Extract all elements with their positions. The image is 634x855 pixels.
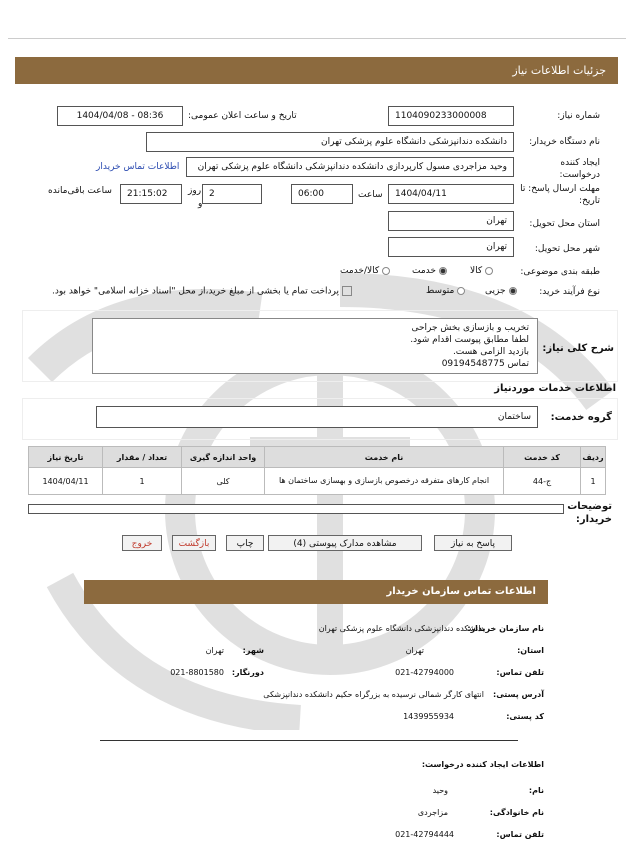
contact-postal-value: 1439955934 (403, 712, 454, 721)
purchase-type-label: نوع فرآیند خرید: (539, 287, 600, 297)
service-group-label: گروه خدمت: (550, 412, 612, 423)
contact-province-label: استان: (517, 646, 544, 655)
contact-city-label: شهر: (242, 646, 264, 655)
table-header-row (29, 447, 606, 468)
announce-date-label: تاریخ و ساعت اعلان عمومی: (188, 111, 297, 121)
contact-fax-value: 021-8801580 (170, 668, 224, 677)
purchase-option-minor[interactable]: جزیی (485, 286, 517, 296)
cell-service-code: ج-44 (504, 468, 581, 495)
contact-province-value: تهران (405, 646, 424, 655)
province-label: استان محل تحویل: (529, 219, 600, 229)
announce-date-field: 1404/04/08 - 08:36 (57, 106, 183, 126)
category-label: طبقه بندی موضوعی: (520, 267, 600, 277)
contact-address-value: انتهای کارگر شمالی نرسیده به بزرگراه حکیم دانشکده دندانپزشکی (263, 690, 484, 699)
creator-family-value: مزاجردی (417, 808, 448, 817)
contact-org-label: نام سازمان خریدار: (467, 624, 544, 633)
checkbox-icon (342, 286, 352, 296)
contact-section-title: اطلاعات تماس سازمان خریدار (84, 580, 548, 604)
contact-address-label: آدرس پستی: (493, 690, 544, 699)
back-button[interactable]: بازگشت (172, 535, 216, 551)
service-group-field: ساختمان (96, 406, 538, 428)
contact-org-value: دانشکده دندانپزشکی دانشگاه علوم پزشکی تهران (318, 624, 484, 633)
purchase-option-medium[interactable]: متوسط (426, 286, 465, 296)
reply-button[interactable]: پاسخ به نیاز (434, 535, 512, 551)
radio-goods-icon (485, 267, 493, 275)
col-row-number: ردیف (581, 447, 606, 468)
cell-unit: کلی (182, 468, 265, 495)
treasury-payment-option[interactable]: پرداخت تمام یا بخشی از مبلغ خرید،از محل "اسناد خزانه اسلامی" خواهد بود. (52, 286, 352, 297)
cell-row-number: 1 (581, 468, 606, 495)
services-info-title: اطلاعات خدمات موردنیاز (494, 383, 616, 394)
deadline-label: مهلت ارسال پاسخ: تا تاریخ: (520, 184, 600, 206)
cell-service-name: انجام کارهای متفرقه درخصوص بازسازی و بهسازی ساختمان ها (265, 468, 504, 495)
creator-phone-label: تلفن تماس: (496, 830, 544, 839)
buyer-contact-link[interactable]: اطلاعات تماس خریدار (96, 162, 180, 172)
category-option-service[interactable]: خدمت (412, 266, 447, 276)
print-button[interactable]: چاپ (226, 535, 264, 551)
radio-both-icon (382, 267, 390, 275)
contact-postal-label: کد پستی: (506, 712, 544, 721)
radio-minor-icon (509, 287, 517, 295)
contact-phone-label: تلفن تماس: (496, 668, 544, 677)
description-line: لطفا مطابق پیوست اقدام شود. (410, 335, 529, 345)
and-label: و (198, 199, 203, 209)
category-option-both[interactable]: کالا/خدمت (340, 266, 390, 276)
view-documents-button[interactable]: مشاهده مدارک پیوستی (4) (268, 535, 422, 551)
exit-button[interactable]: خروج (122, 535, 162, 551)
creator-name-label: نام: (528, 786, 544, 795)
col-need-date: تاریخ نیاز (29, 447, 103, 468)
description-box (92, 318, 538, 374)
city-label: شهر محل تحویل: (534, 244, 600, 254)
creator-label: ایجاد کننده درخواست: (559, 158, 600, 180)
page-title: جزئیات اطلاعات نیاز (15, 57, 618, 84)
contact-fax-label: دورنگار: (231, 668, 264, 677)
category-option-goods[interactable]: کالا (470, 266, 493, 276)
creator-family-label: نام خانوادگی: (489, 808, 544, 817)
col-service-code: کد خدمت (504, 447, 581, 468)
buyer-notes-label: توضیحات خریدار: (567, 501, 612, 525)
creator-info-title: اطلاعات ایجاد کننده درخواست: (421, 760, 544, 769)
deadline-date-field: 1404/04/11 (388, 184, 514, 204)
remaining-field: 21:15:02 (120, 184, 182, 204)
description-line: تخریب و بازسازی بخش جراحی (411, 323, 529, 333)
need-number-field: 1104090233000008 (388, 106, 514, 126)
table-row (29, 468, 606, 495)
radio-medium-icon (457, 287, 465, 295)
buyer-notes-box (28, 504, 564, 514)
description-line: بازدید الزامی هست. (452, 347, 529, 357)
province-field: تهران (388, 211, 514, 231)
city-field: تهران (388, 237, 514, 257)
cell-need-date: 1404/04/11 (29, 468, 103, 495)
days-field: 2 (202, 184, 262, 204)
contact-phone-value: 021-42794000 (395, 668, 454, 677)
col-service-name: نام خدمت (265, 447, 504, 468)
day-label: روز (188, 186, 202, 196)
creator-field: وحید مزاجردی مسول کارپردازی دانشکده دندانپزشکی دانشگاه علوم پزشکی تهران (186, 157, 514, 177)
remaining-label: ساعت باقی‌مانده (48, 186, 112, 196)
deadline-time-label: ساعت (358, 190, 383, 200)
cell-quantity: 1 (103, 468, 182, 495)
need-number-label: شماره نیاز: (557, 111, 600, 121)
buyer-org-field: دانشکده دندانپزشکی دانشگاه علوم پزشکی تهران (146, 132, 514, 152)
col-unit: واحد اندازه گیری (182, 447, 265, 468)
top-divider (8, 38, 626, 39)
creator-phone-value: 021-42794444 (395, 830, 454, 839)
description-label: شرح کلی نیاز: (542, 343, 614, 354)
services-table (28, 446, 606, 495)
contact-city-value: تهران (205, 646, 224, 655)
description-line: تماس 09194548775 (441, 359, 529, 369)
contact-divider (100, 740, 518, 741)
col-quantity: تعداد / مقدار (103, 447, 182, 468)
radio-service-icon (439, 267, 447, 275)
deadline-time-field: 06:00 (291, 184, 353, 204)
buyer-org-label: نام دستگاه خریدار: (529, 137, 600, 147)
creator-name-value: وحید (432, 786, 448, 795)
